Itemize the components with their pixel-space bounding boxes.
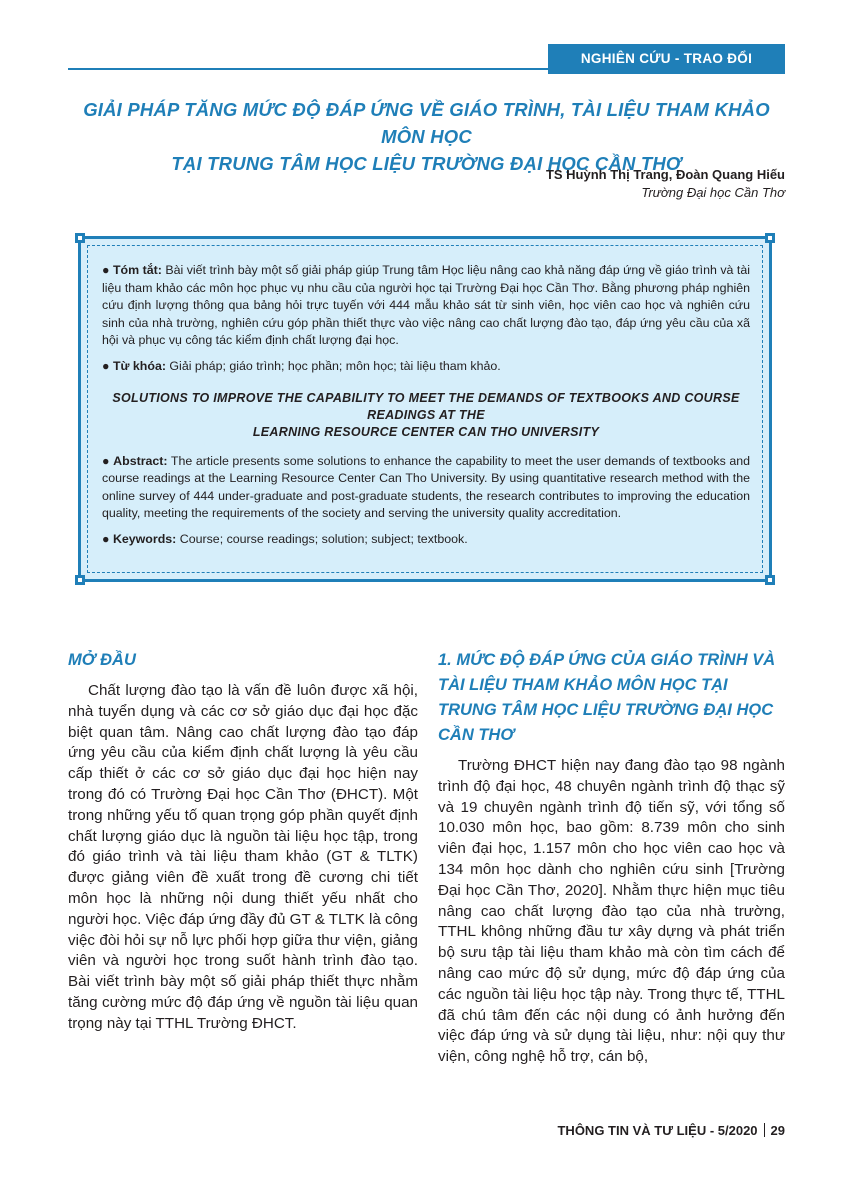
section1-paragraph: Trường ĐHCT hiện nay đang đào tạo 98 ngành trình độ đại học, 48 chuyên ngành trình độ thạc sỹ và 19 chuyên ngành trình độ tiến sỹ, với tổng số 10.030 môn học, bao gồm: 8.739 môn cho sinh viên đại học, 1.157 môn cho học viên cao học và 134 môn học dành cho nghiên cứu sinh [Trường Đại học Cần Thơ, 2020]. Nhằm thực hiện mục tiêu nâng cao chất lượng đào tạo của nhà trường, TTHL không những đầu tư xây dựng và phát triển bộ sưu tập tài liệu tham khảo mà còn tìm cách để nâng cao mức độ sử dụng, mức độ đáp ứng của các nguồn tài liệu học tập này. Trong thực tế, TTHL đã chú tâm đến các nội dung có ảnh hưởng đến việc đáp ứng và sử dụng tài liệu, như: nội quy thư viện, công nghệ hỗ trợ, cán bộ,: [438, 757, 785, 1066]
abstract-content: [102, 262, 750, 557]
vi-abstract-label: Tóm tắt:: [112, 263, 162, 277]
en-abstract-text: The article presents some solutions to enhance the capability to meet the user demands of textbooks and course readings at the Learning Resource Center Can Tho University. By using quantitative research method with the online survey of 444 under-graduate and post-graduate students, the research contributes to improving the education quality, meeting the requirements of the society and serving the university quality accreditation.: [102, 453, 751, 521]
intro-paragraph: Chất lượng đào tạo là vấn đề luôn được xã hội, nhà tuyển dụng và các cơ sở giáo dục đại học đặc biệt quan tâm. Nâng cao chất lượng đào tạo đáp ứng yêu cầu của kiểm định chất lượng là yêu cầu cấp thiết ở các cơ sở giáo dục đại học hiện nay trong đó có Trường Đại học Cần Thơ (ĐHCT). Một trong những yếu tố quan trọng góp phần quyết định chất lượng giáo dục là nguồn tài liệu học tập, trong đó giáo trình và tài liệu tham khảo (GT & TLTK) được giảng viên đề xuất trong đề cương chi tiết môn học là những nội dung thiết yếu nhất cho người học. Việc đáp ứng đầy đủ GT & TLTK là công việc đòi hỏi sự nỗ lực phối hợp giữa thư viện, giảng viên và người học trong suốt hành trình đào tạo. Bài viết trình bày một số giải pháp thiết thực nhằm tăng cường mức độ đáp ứng về nguồn tài liệu quan trọng này tại TTHL Trường ĐHCT.: [68, 682, 418, 1032]
en-keywords: ● Keywords: Course; course readings; solution; subject; textbook.: [102, 531, 468, 546]
affiliation: Trường Đại học Cần Thơ: [641, 185, 785, 200]
corner-ornament: [75, 575, 85, 585]
corner-ornament: [765, 233, 775, 243]
vi-abstract: ● Tóm tắt: Bài viết trình bày một số giải pháp giúp Trung tâm Học liệu nâng cao khả năng đáp ứng về giáo trình và tài liệu tham khảo các môn học phục vụ nhu cầu của người học tại Trường Đại học Cần Thơ. Bằng phương pháp nghiên cứu định lượng thông qua bảng hỏi trực tuyến với 444 mẫu khảo sát từ sinh viên, học viên cao học và nghiên cứu sinh của nhà trường, nghiên cứu góp phần thiết thực vào việc nâng cao chất lượng đào tạo, đáp ứng yêu cầu của xã hội và phục vụ công tác kiểm định chất lượng đại học.: [102, 263, 750, 348]
intro-heading: MỞ ĐẦU: [68, 651, 136, 669]
en-title-line-2: LEARNING RESOURCE CENTER CAN THO UNIVERSITY: [252, 424, 600, 439]
header-rule: [68, 68, 548, 70]
page-number: 29: [770, 1123, 785, 1138]
section-tag: NGHIÊN CỨU - TRAO ĐỔI: [548, 44, 785, 74]
en-title: [102, 390, 750, 441]
footer-separator: [764, 1123, 765, 1137]
vi-keywords: ● Từ khóa: Giải pháp; giáo trình; học phần; môn học; tài liệu tham khảo.: [102, 358, 501, 373]
en-abstract-label: Abstract:: [113, 453, 168, 468]
right-column: [438, 648, 785, 1068]
en-title-line-1: SOLUTIONS TO IMPROVE THE CAPABILITY TO MEET THE DEMANDS OF TEXTBOOKS AND COURSE READINGS AT THE: [112, 390, 740, 422]
journal-name: THÔNG TIN VÀ TƯ LIỆU - 5/2020: [557, 1123, 758, 1138]
corner-ornament: [765, 575, 775, 585]
vi-keywords-label: Từ khóa:: [112, 358, 166, 373]
vi-keywords-text: Giải pháp; giáo trình; học phần; môn học; tài liệu tham khảo.: [169, 358, 501, 373]
left-column: [68, 648, 418, 1035]
article-title-line-2: TẠI TRUNG TÂM HỌC LIỆU TRƯỜNG ĐẠI HỌC CẦN THƠ: [171, 153, 682, 174]
page-footer: [557, 1123, 785, 1138]
corner-ornament: [75, 233, 85, 243]
en-abstract: ● Abstract: The article presents some solutions to enhance the capability to meet the user demands of textbooks and course readings at the Learning Resource Center Can Tho University. By using quantitative research method with the online survey of 444 under-graduate and post-graduate students, the research contributes to improving the education quality, meeting the requirements of the society and serving the university quality accreditation.: [102, 453, 751, 521]
authors: TS Huỳnh Thị Trang, Đoàn Quang Hiếu: [545, 167, 785, 182]
vi-abstract-text: Bài viết trình bày một số giải pháp giúp Trung tâm Học liệu nâng cao khả năng đáp ứng về giáo trình và tài liệu tham khảo các môn học phục vụ nhu cầu của người học tại Trường Đại học Cần Thơ. Bằng phương pháp nghiên cứu định lượng thông qua bảng hỏi trực tuyến với 444 mẫu khảo sát từ sinh viên, học viên cao học và nghiên cứu sinh của nhà trường, nghiên cứu góp phần thiết thực vào việc nâng cao chất lượng đào tạo, đáp ứng yêu cầu của xã hội và phục vụ công tác kiểm định chất lượng đại học.: [102, 263, 750, 348]
en-keywords-text: Course; course readings; solution; subject; textbook.: [179, 531, 468, 546]
article-title: [60, 96, 793, 177]
section1-heading: 1. MỨC ĐỘ ĐÁP ỨNG CỦA GIÁO TRÌNH VÀ TÀI LIỆU THAM KHẢO MÔN HỌC TẠI TRUNG TÂM HỌC LIỆU TRƯỜNG ĐẠI HỌC CẦN THƠ: [438, 651, 776, 744]
article-title-line-1: GIẢI PHÁP TĂNG MỨC ĐỘ ĐÁP ỨNG VỀ GIÁO TRÌNH, TÀI LIỆU THAM KHẢO MÔN HỌC: [83, 99, 770, 147]
en-keywords-label: Keywords:: [112, 531, 177, 546]
